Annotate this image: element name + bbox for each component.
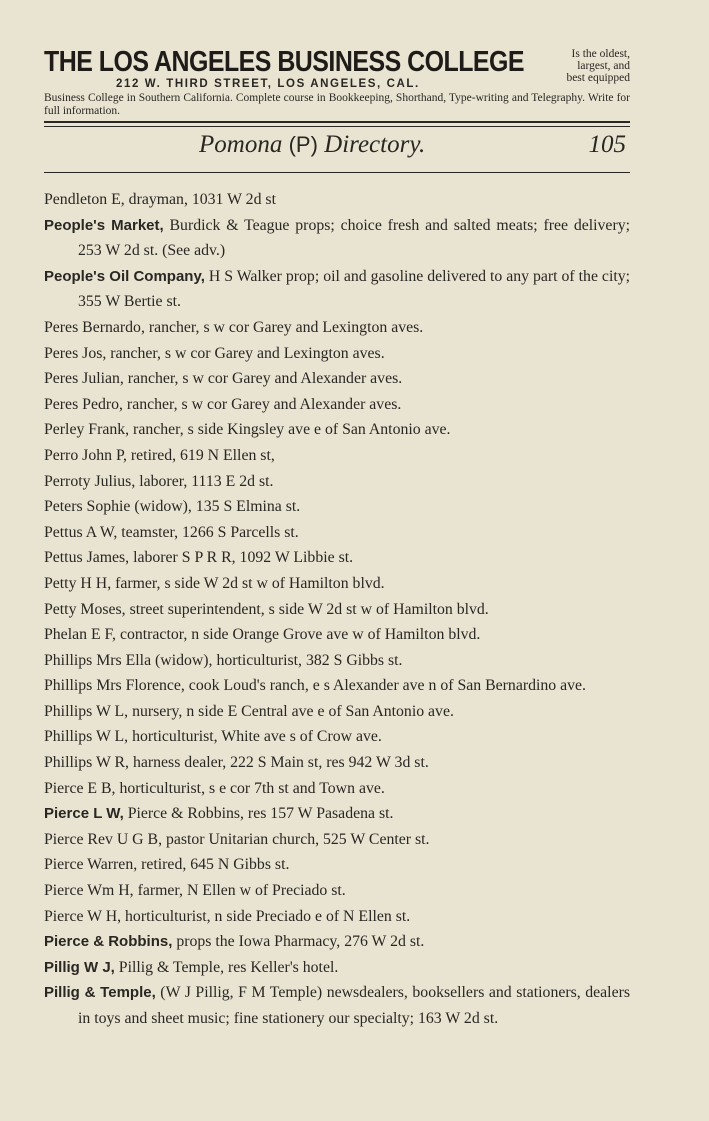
entry-details: rancher, s w cor Garey and Lexington aves. [144, 318, 424, 336]
tagline-line: Is the oldest, [571, 48, 630, 60]
entry-details: props the Iowa Pharmacy, 276 W 2d st. [172, 933, 425, 951]
college-name: THE LOS ANGELES BUSINESS COLLEGE [44, 46, 525, 78]
entry-name: Pillig W J, [44, 958, 115, 976]
directory-entry [44, 801, 630, 827]
entry-name: Pierce Warren, [44, 856, 138, 874]
entry-details: nursery, n side E Central ave e of San Antonio ave. [128, 702, 454, 720]
entry-name: Pierce Rev U G B, [44, 830, 163, 848]
directory-entry [44, 213, 630, 264]
entry-details: contractor, n side Orange Grove ave w of Hamilton blvd. [116, 626, 481, 644]
entry-name: Pierce Wm H, [44, 882, 134, 900]
entry-name: Pillig & Temple, [44, 984, 156, 1002]
directory-entry [44, 366, 630, 392]
entry-name: Perro John P, [44, 446, 127, 464]
entry-details: (widow), horticulturist, 382 S Gibbs st. [151, 651, 403, 669]
entry-name: Peres Jos, [44, 344, 107, 362]
entry-details: farmer, s side W 2d st w of Hamilton blvd. [111, 574, 385, 592]
entry-name: Perley Frank, [44, 421, 130, 439]
entry-details: teamster, 1266 S Parcells st. [117, 523, 299, 541]
directory-entry [44, 264, 630, 315]
section-letter: (P) [288, 132, 318, 157]
directory-title [199, 131, 425, 159]
directory-entry [44, 852, 630, 878]
entry-details: rancher, s w cor Garey and Alexander aves. [123, 370, 403, 388]
entry-name: Petty H H, [44, 574, 112, 592]
entry-name: Petty Moses, [44, 600, 126, 618]
directory-entry [44, 929, 630, 955]
directory-listing [44, 187, 630, 1032]
entry-details: horticulturist, n side Preciado e of N Ellen st. [121, 907, 411, 925]
college-address: 212 W. THIRD STREET, LOS ANGELES, CAL. [116, 78, 420, 90]
entry-name: Phelan E F, [44, 626, 117, 644]
entry-details: laborer, 1113 E 2d st. [135, 472, 274, 490]
directory-entry [44, 750, 630, 776]
entry-details: H S Walker prop; oil and gasoline delivered to any part of the city; 355 W Bertie st. [78, 267, 631, 311]
directory-entry [44, 776, 630, 802]
entry-name: Pierce W H, [44, 907, 122, 925]
tagline-line: largest, and [577, 60, 630, 72]
entry-details: (W J Pillig, F M Temple) newsdealers, booksellers and stationers, dealers in toys and sheet music; fine stationery our specialty; 163 W 2d st. [78, 984, 630, 1027]
entry-details: retired, 645 N Gibbs st. [137, 856, 290, 874]
entry-details: horticulturist, s e cor 7th st and Town ave. [115, 779, 385, 797]
directory-entry [44, 878, 630, 904]
entry-name: People's Oil Company, [44, 267, 205, 285]
entry-name: Peres Pedro, [44, 395, 123, 413]
directory-entry [44, 904, 630, 930]
directory-entry [44, 315, 630, 341]
directory-entry [44, 469, 630, 495]
entry-name: Phillips Mrs Ella [44, 651, 152, 669]
entry-details: street superintendent, s side W 2d st w of Hamilton blvd. [125, 600, 489, 618]
entry-name: Pierce E B, [44, 779, 116, 797]
entry-name: Phillips W R, [44, 754, 130, 772]
entry-details: Pillig & Temple, res Keller's hotel. [114, 958, 339, 976]
entry-name: Pendleton E, [44, 191, 125, 208]
directory-entry [44, 827, 630, 853]
entry-name: Pettus James, [44, 549, 130, 567]
title-directory: Directory. [317, 131, 426, 158]
entry-name: Phillips W L, [44, 702, 129, 720]
entry-name: Pierce & Robbins, [44, 933, 173, 951]
directory-entry [44, 443, 630, 469]
entry-details: laborer S P R R, 1092 W Libbie st. [129, 549, 354, 567]
directory-entry [44, 724, 630, 750]
entry-details: rancher, s w cor Garey and Lexington aves. [106, 344, 385, 362]
directory-entry [44, 673, 630, 699]
directory-entry [44, 699, 630, 725]
entry-name: Peters Sophie [44, 498, 131, 516]
entry-name: Pettus A W, [44, 523, 118, 541]
entry-details: harness dealer, 222 S Main st, res 942 W 3d st. [129, 754, 429, 772]
entry-details: (widow), 135 S Elmina st. [130, 498, 301, 516]
directory-entry [44, 392, 630, 418]
header-rule-thick [44, 121, 630, 123]
entry-details: rancher, s side Kingsley ave e of San Antonio ave. [129, 421, 451, 439]
directory-entry [44, 597, 630, 623]
entry-details: drayman, 1031 W 2d st [124, 191, 276, 208]
directory-entry [44, 571, 630, 597]
entry-details: farmer, N Ellen w of Preciado st. [133, 882, 346, 900]
directory-entry [44, 417, 630, 443]
entry-details: Pierce & Robbins, res 157 W Pasadena st. [123, 805, 394, 823]
title-city: Pomona [199, 131, 289, 158]
tagline-line: best equipped [566, 72, 630, 84]
page-number: 105 [588, 131, 626, 158]
entry-name: Phillips Mrs Florence, [44, 677, 185, 695]
entry-name: Phillips W L, [44, 728, 129, 746]
college-tagline [544, 48, 630, 84]
entry-details: retired, 619 N Ellen st, [126, 446, 275, 464]
entry-name: Perroty Julius, [44, 472, 136, 490]
directory-entry [44, 341, 630, 367]
entry-details: Burdick & Teague props; choice fresh and salted meats; free delivery; 253 W 2d st. (See adv.) [78, 216, 630, 260]
entry-name: People's Market, [44, 216, 164, 234]
directory-entry [44, 520, 630, 546]
directory-entry [44, 648, 630, 674]
directory-entry [44, 494, 630, 520]
business-college-advertisement [44, 44, 630, 120]
running-head-rule [44, 172, 630, 173]
entry-name: Pierce L W, [44, 805, 124, 823]
entry-details: rancher, s w cor Garey and Alexander aves. [122, 395, 402, 413]
college-description: Business College in Southern California. Complete course in Bookkeeping, Shorthand, Type-writing and Telegraphy. Write for full information. [44, 92, 630, 117]
directory-entry [44, 980, 630, 1031]
directory-entry [44, 187, 630, 213]
header-rule-thin [44, 126, 630, 127]
directory-entry [44, 622, 630, 648]
entry-name: Peres Bernardo, [44, 318, 145, 336]
entry-details: horticulturist, White ave s of Crow ave. [128, 728, 382, 746]
directory-entry [44, 955, 630, 981]
entry-name: Peres Julian, [44, 370, 124, 388]
directory-entry [44, 545, 630, 571]
running-head [44, 131, 630, 167]
entry-details: pastor Unitarian church, 525 W Center st. [162, 830, 430, 848]
entry-details: cook Loud's ranch, e s Alexander ave n of San Bernardino ave. [184, 677, 587, 695]
